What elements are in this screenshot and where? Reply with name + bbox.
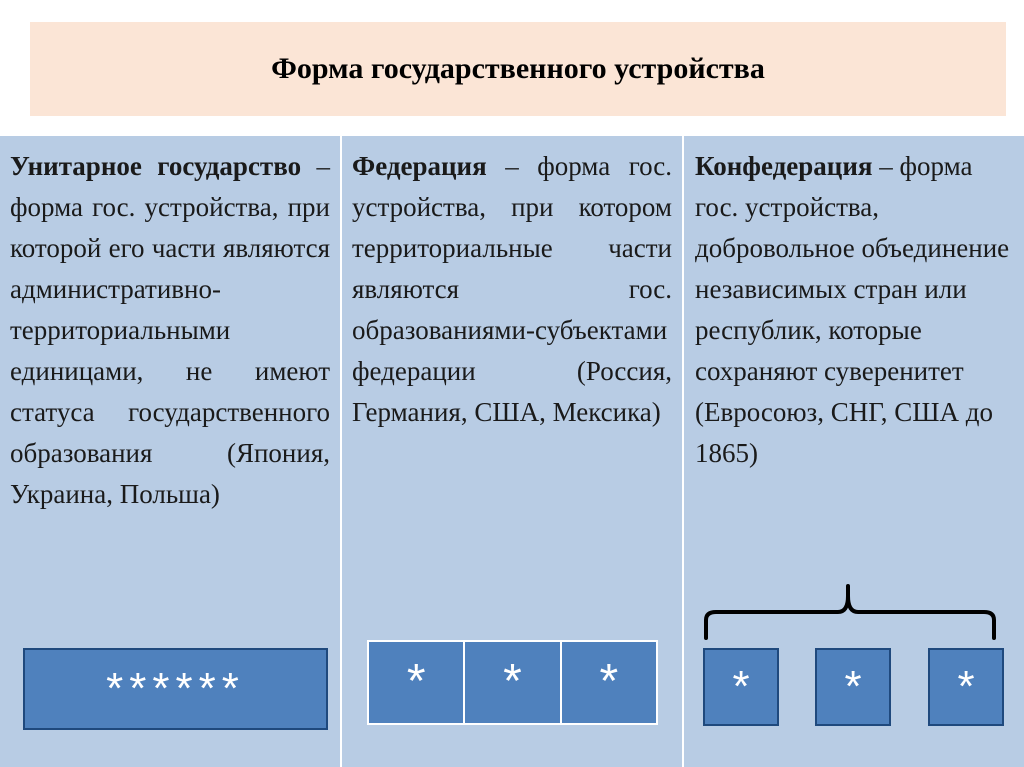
page-title: Форма государственного устройства bbox=[271, 52, 765, 85]
confederation-description: – форма гос. устройства, добровольное объединение независимых стран или республик, которые сохраняют суверенитет (Евросоюз, СНГ, США до 1865) bbox=[695, 151, 1010, 468]
federation-subject-box-1: * bbox=[369, 642, 465, 723]
unitary-term: Унитарное государство bbox=[10, 151, 302, 181]
unitary-single-state-box: ****** bbox=[23, 648, 328, 730]
confederation-state-box-1: * bbox=[703, 648, 779, 726]
confederation-state-box-2: * bbox=[815, 648, 891, 726]
federation-definition bbox=[352, 146, 672, 433]
confederation-definition bbox=[695, 146, 1013, 474]
federation-subjects-row bbox=[367, 640, 658, 725]
title-box bbox=[30, 22, 1006, 116]
confederation-state-box-3: * bbox=[928, 648, 1004, 726]
federation-subject-box-3: * bbox=[599, 655, 619, 708]
unitary-description: – форма гос. устройства, при которой его части являются административно-территориальными единицами, не имеют статуса государственного образования (Япония, Украина, Польша) bbox=[10, 151, 330, 509]
unitary-definition bbox=[10, 146, 330, 515]
confederation-term: Конфедерация bbox=[695, 151, 873, 181]
federation-description: – форма гос. устройства, при котором территориальные части являются гос. образованиями-субъектами федерации (Россия, Германия, США, Мексика) bbox=[352, 151, 673, 427]
federation-term: Федерация bbox=[352, 151, 487, 181]
federation-subject-box-2: * bbox=[465, 642, 561, 723]
confederation-brace bbox=[700, 584, 1000, 644]
